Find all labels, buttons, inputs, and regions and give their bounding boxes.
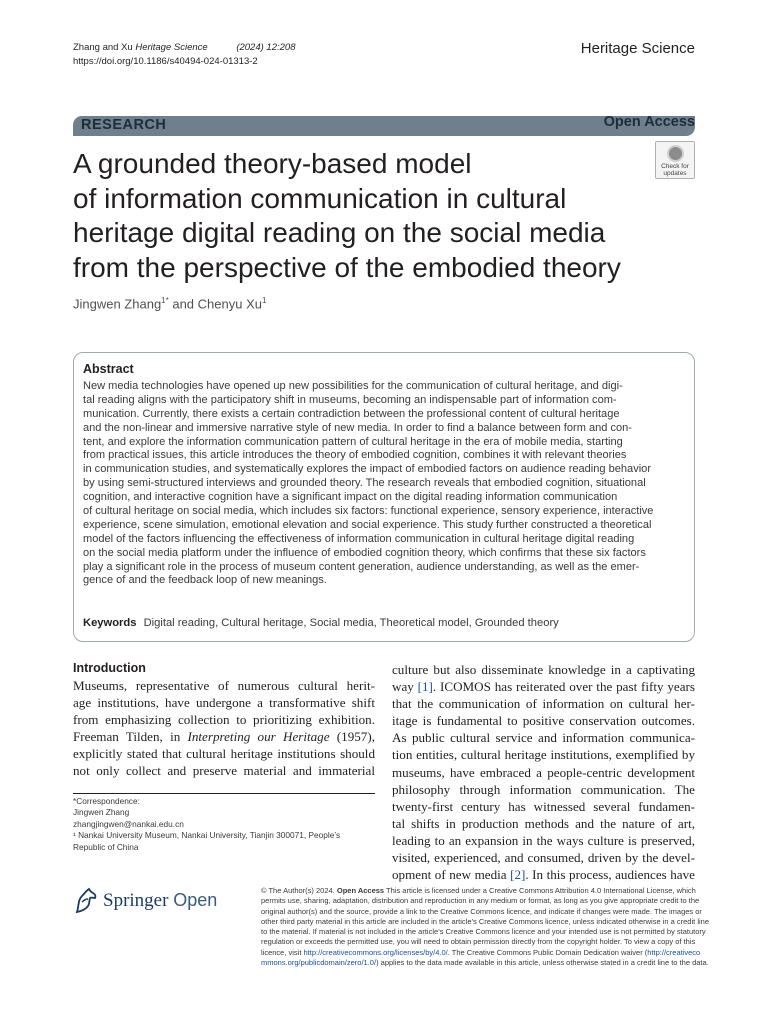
springer-open-logo: Springer Open <box>73 886 223 916</box>
citation-link[interactable]: [1] <box>417 679 433 695</box>
title-line: heritage digital reading on the social media <box>73 217 606 248</box>
header-journal: Heritage Science <box>135 42 208 53</box>
crossmark-icon <box>667 145 684 162</box>
body-column-left: Museums, representative of numerous cultural herit- age institutions, have undergone a transformative shift from emphasizing collection to prioritizing exhibition. Freeman Tilden, in Interpreting our Heritage (1957), explicitly stated that cultural heritage institutions should not only collect and preserve material and immaterial <box>73 678 375 779</box>
check-for-updates-badge[interactable]: Check for updates <box>655 141 695 179</box>
keywords <box>83 617 559 629</box>
section-heading-introduction: Introduction <box>73 661 146 675</box>
cc-license-link[interactable]: http://creativecommons.org/licenses/by/4.0/ <box>303 947 448 957</box>
running-header <box>73 41 296 69</box>
research-banner <box>73 116 695 136</box>
keywords-list: Digital reading, Cultural heritage, Social media, Theoretical model, Grounded theory <box>143 617 559 629</box>
cc-zero-link[interactable]: mmons.org/publicdomain/zero/1.0/ <box>261 958 377 968</box>
title-line: of information communication in cultural <box>73 182 567 214</box>
book-title: Interpreting our Heritage <box>187 729 330 745</box>
article-title <box>73 147 673 285</box>
body-column-right: culture but also disseminate knowledge in a captivating way [1]. ICOMOS has reiterated over the past fifty years that the communication of information on cultural her- itage is fundamental to positive conservation outcomes. As public cultural service and information communica- tion entities, cultural heritage institutions, exemplified by museums, have embraced a people-centric development philosophy through information communication. The twenty-first century has witnessed several fundamen- tal shifts in production methods and the nature of art, leading to an expansion in the ways culture is preserved, visited, experienced, and consumed, driven by the devel- opment of new media [2]. In this process, audiences have <box>392 662 695 883</box>
open-access-label: Open Access <box>603 114 695 130</box>
author-list: Jingwen Zhang$^{1*}$ and Chenyu Xu$^1$ <box>73 296 267 312</box>
cc-zero-link[interactable]: http://creativeco <box>647 947 701 957</box>
abstract-box <box>73 352 695 642</box>
author-name[interactable]: Jingwen Zhang <box>73 296 162 312</box>
abstract-heading: Abstract <box>83 362 134 376</box>
citation-link[interactable]: [2] <box>510 867 526 883</box>
title-line: from the perspective of the embodied theory <box>73 251 621 283</box>
footnote-divider <box>73 793 375 794</box>
license-notice: © The Author(s) 2024. Open Access This article is licensed under a Creative Commons Attribution 4.0 International License, which permits use, sharing, adaptation, distribution and reproduction in any medium or format, as long as you give appropriate credit to the original author(s) and the source, provide a link to the Creative Commons licence, and indicate if changes were made. The images or other third party material in this article are included in the article’s Creative Commons licence, unless indicated otherwise in a credit line to the material. If material is not included in the article’s Creative Commons licence and your intended use is not permitted by statutory regulation or exceeds the permitted use, you will need to obtain permission directly from the copyright holder. To view a copy of this licence, visit http://creativecommons.org/licenses/by/4.0/. The Creative Commons Public Domain Dedication waiver (http://creativeco mmons.org/publicdomain/zero/1.0/) applies to the data made available in this article, unless otherwise stated in a credit line to the data. <box>261 886 709 968</box>
article-type-label: RESEARCH <box>81 117 167 133</box>
correspondence-footnote: *Correspondence: Jingwen Zhang zhangjingwen@nankai.edu.cn ¹ Nankai University Museum, Nankai University, Tianjin 300071, People’s Republic of China <box>73 796 341 852</box>
abstract-body: New media technologies have opened up new possibilities for the communication of cultural heritage, and digi- tal reading aligns with the participatory shift in museums, becoming an indispensable part of information com- munication. Currently, there exists a certain contradiction between the professional content of cultural heritage and the non-linear and immersive narrative style of new media. In order to find a balance between form and con- tent, and explore the information communication pattern of cultural heritage in the era of mobile media, starting from practical issues, this article introduces the theory of embodied cognition, combines it with relevant theories in communication studies, and systematically explores the impact of embodied factors on audience reading behavior by using semi-structured interviews and grounded theory. The research reveals that embodied cognition, situational cognition, and interactive cognition have a significant impact on the digital reading information communication of cultural heritage on social media, which includes six factors: functional experience, sensory experience, interactive experience, scene simulation, emotional elevation and social experience. This study further constructed a theoretical model of the factors influencing the effectiveness of information communication in cultural heritage digital reading on the social media platform under the influence of embodied cognition theory, which confirms that these six factors play a significant role in the process of museum content generation, audience understanding, as well as the emer- gence of and the feedback loop of new meanings. <box>83 380 654 587</box>
author-name[interactable]: Chenyu Xu <box>197 296 262 312</box>
correspondence-email[interactable]: zhangjingwen@nankai.edu.cn <box>73 818 184 829</box>
journal-name: Heritage Science <box>580 40 695 57</box>
keywords-label: Keywords <box>83 617 137 629</box>
title-line: A grounded theory-based model <box>73 148 472 179</box>
header-year-volume: (2024) 12:208 <box>236 42 296 53</box>
springer-horse-icon <box>73 887 99 915</box>
header-authors: Zhang and Xu <box>73 42 133 53</box>
header-doi-link[interactable]: https://doi.org/10.1186/s40494-024-01313-2 <box>73 56 258 67</box>
